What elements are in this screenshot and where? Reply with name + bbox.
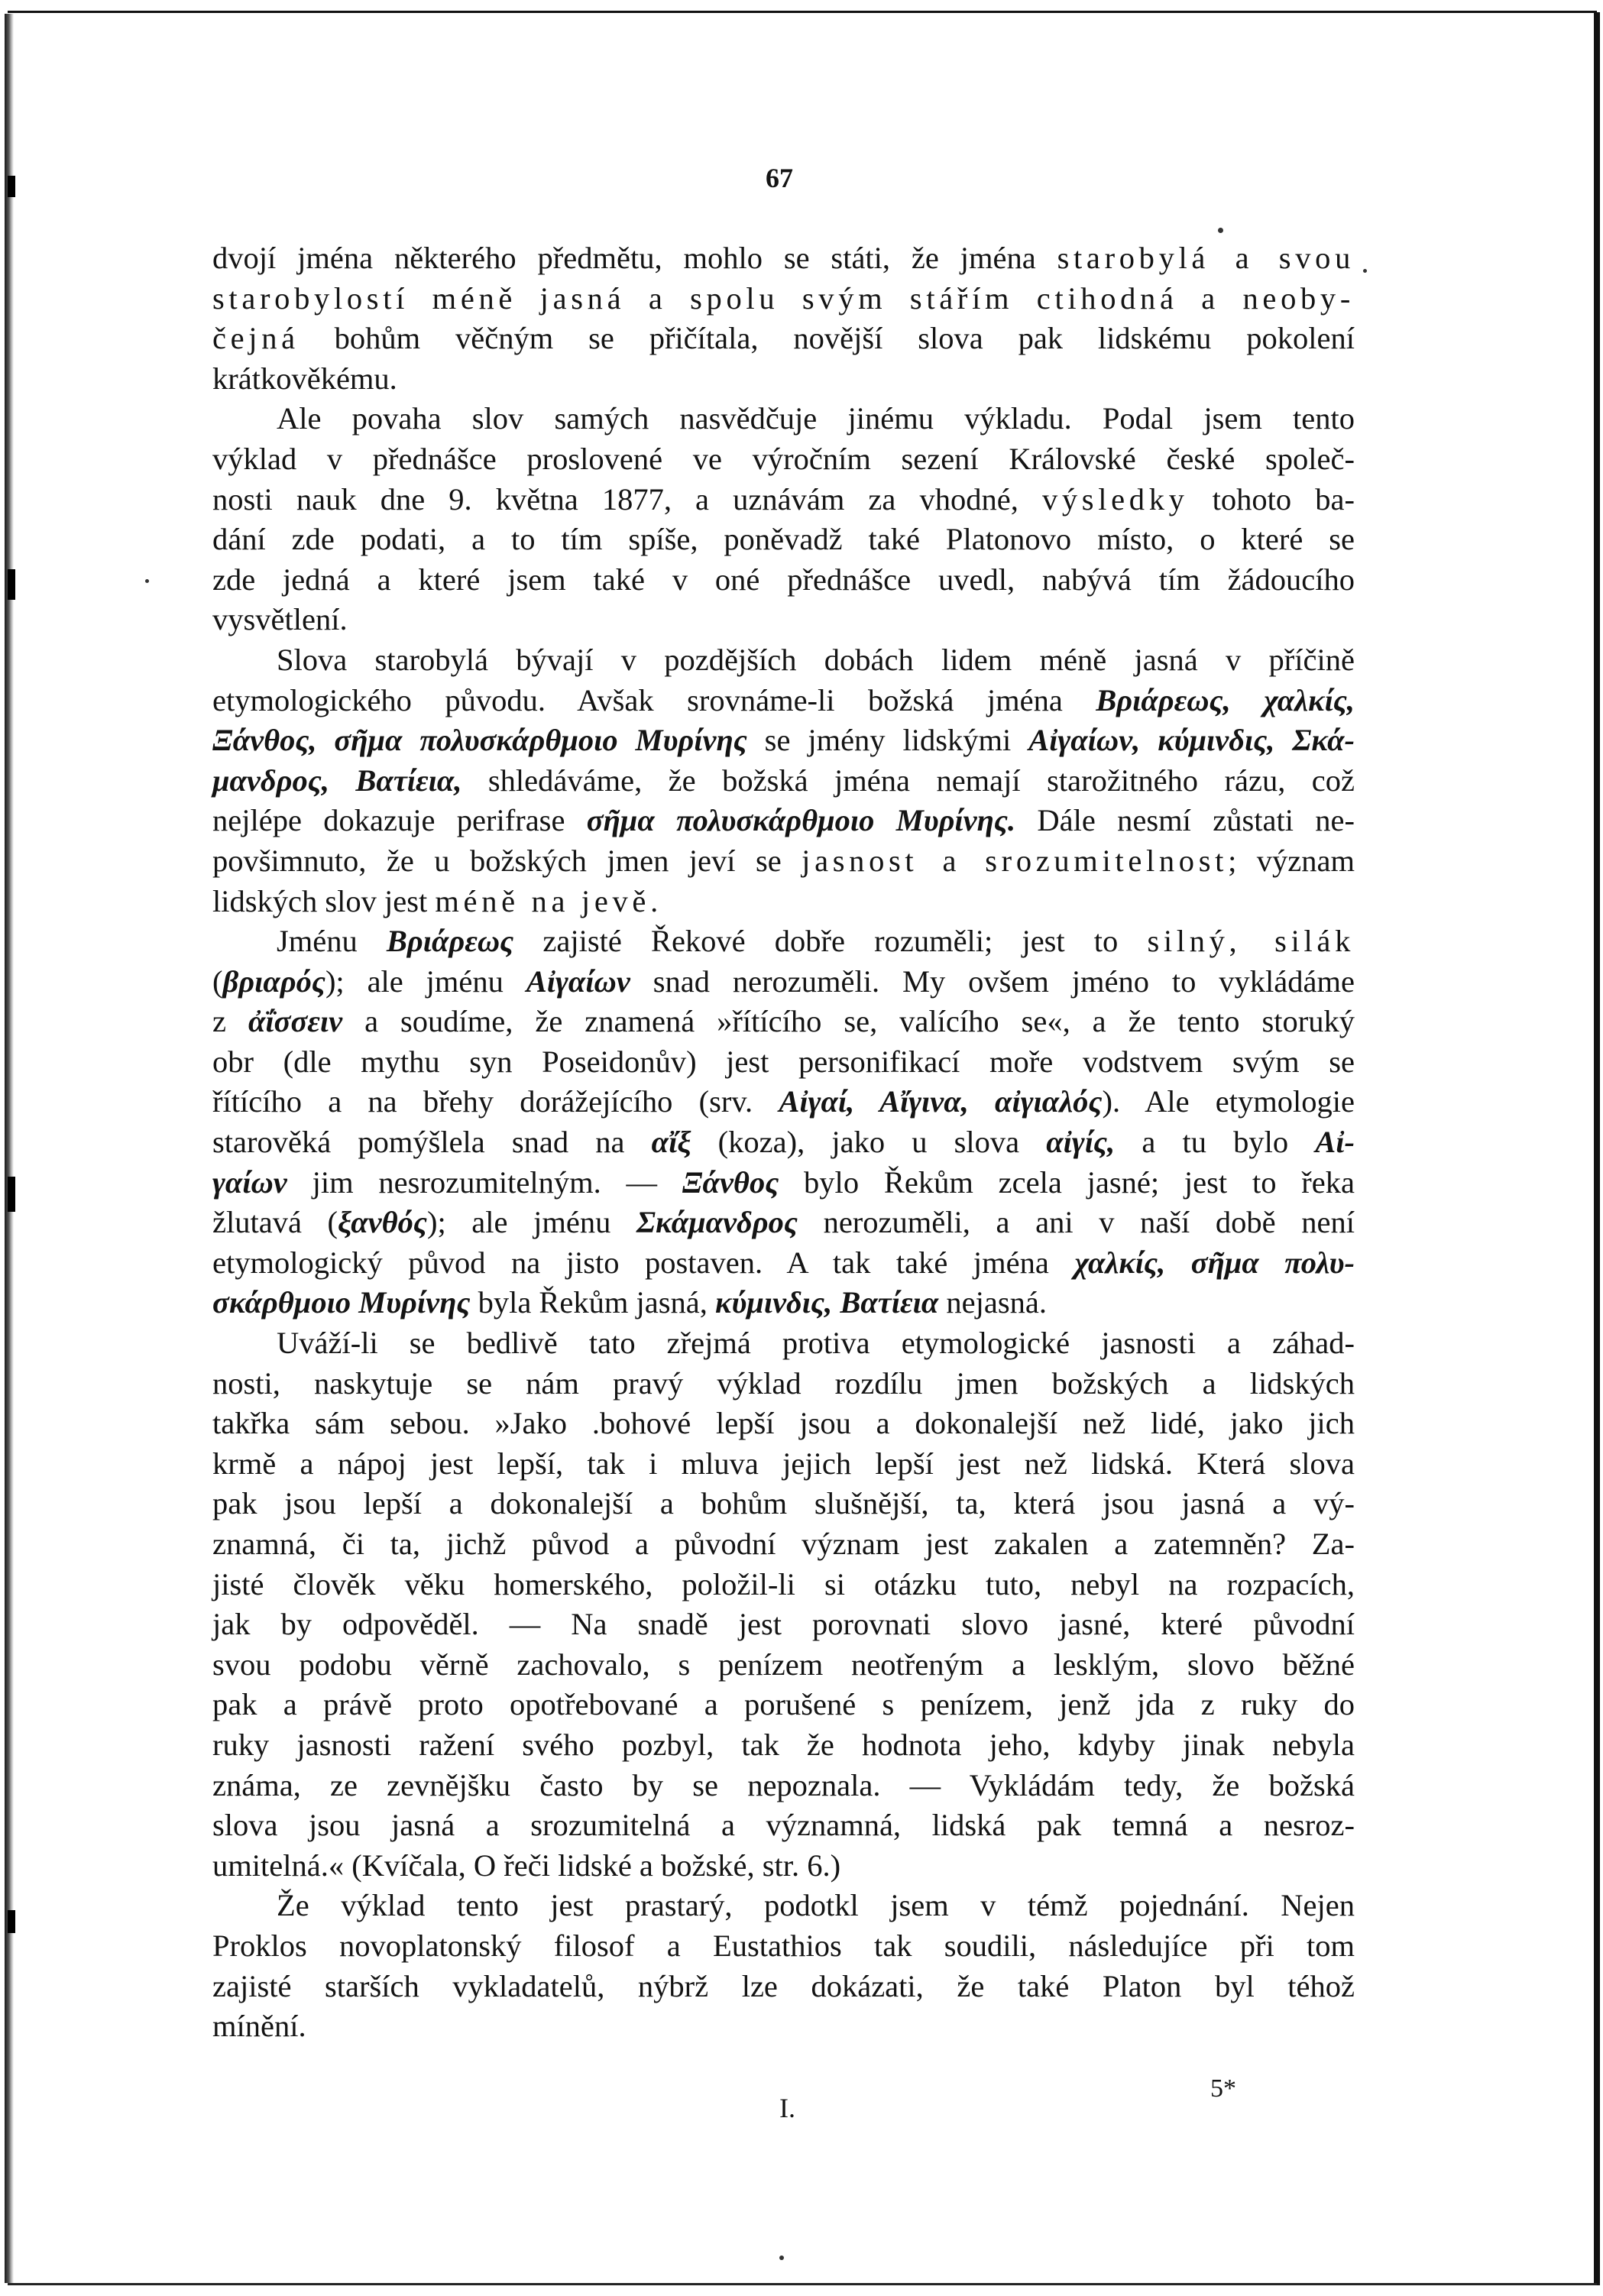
text-run: mínění. (212, 2009, 306, 2044)
text-run: (koza), jako u slova (691, 1125, 1047, 1160)
text-line (212, 1444, 1355, 1485)
text-line (212, 1766, 1355, 1806)
text-run: dání zde podati, a to tím spíše, poněvadž také Platonovo místo, o které se (212, 522, 1355, 557)
text-run: slova jsou jasná a srozumitelná a významná, lidská pak temná a nesroz- (212, 1808, 1355, 1843)
scan-border-top (8, 11, 1597, 13)
text-run: nejasná. (938, 1285, 1047, 1320)
text-run: bylo Řekům zcela jasné; jest to řeka (779, 1164, 1355, 1200)
text-line (212, 1565, 1355, 1605)
greek-term: Ξάνθος, σῆμα πολυσκάρθμοιο Μυρίνης (212, 723, 747, 758)
text-run: pak a právě proto opotřebované a porušené s penízem, jenž jda z ruky do (212, 1687, 1355, 1722)
text-line (212, 359, 1355, 400)
text-run: jak by odpověděl. — Na snadě jest porovnati slovo jasné, které původní (212, 1607, 1355, 1642)
spaced-emphasis: výsledky (1041, 481, 1189, 517)
text-run: jim nesrozumitelným. — (287, 1164, 682, 1200)
text-run: krmě a nápoj jest lepší, tak i mluva jejich lepší jest než lidská. Která slova (212, 1446, 1355, 1481)
text-run: Že výklad tento jest prastarý, podotkl jsem v témž pojednání. Nejen (277, 1888, 1355, 1923)
text-run: etymologický původ na jisto postaven. A tak také jména (212, 1245, 1075, 1280)
text-run: obr (dle mythu syn Poseidonův) jest personifikací moře vodstvem svým se (212, 1044, 1355, 1079)
body-text (212, 238, 1355, 2047)
spaced-emphasis: silný, silák (1147, 924, 1355, 959)
greek-term: γαίων (212, 1164, 287, 1200)
text-line (212, 1323, 1355, 1364)
spaced-emphasis: jasnost a srozumitelnost (802, 843, 1229, 878)
text-line (212, 1042, 1355, 1083)
text-line (212, 640, 1355, 681)
text-line (212, 600, 1355, 640)
text-line (212, 1605, 1355, 1645)
text-line (212, 1725, 1355, 1766)
greek-term: μανδρος, Βατίεια, (212, 763, 462, 798)
text-run: umitelná.« (Kvíčala, O řeči lidské a božské, str. 6.) (212, 1847, 841, 1883)
greek-term: αἴξ (651, 1125, 691, 1160)
text-run: vysvětlení. (212, 602, 348, 637)
text-line (212, 1163, 1355, 1203)
text-run: bohům věčným se přičítala, novější slova pak lidskému pokolení (299, 321, 1355, 356)
text-run: svou podobu věrně zachovalo, s penízem neotřeným a lesklým, slovo běžné (212, 1647, 1355, 1682)
text-line (212, 1685, 1355, 1725)
spaced-emphasis: starobylá a svou (1057, 241, 1355, 275)
page-number: 67 (766, 163, 793, 193)
text-line (212, 1203, 1355, 1243)
greek-term: σῆμα πολυσκάρθμοιο Μυρίνης. (586, 803, 1016, 838)
text-run: povšimnuto, že u božských jmen jeví se (212, 843, 802, 878)
text-run: etymologického původu. Avšak srovnáme-li božská jména (212, 682, 1096, 717)
text-line (212, 1967, 1355, 2007)
scan-border-right (1594, 12, 1600, 2285)
greek-term: Βριάρεως, χαλκίς, (1096, 682, 1355, 717)
text-line (212, 1243, 1355, 1284)
text-line (212, 279, 1355, 319)
text-line (212, 761, 1355, 801)
spaced-emphasis: čejná (212, 321, 300, 356)
speck (1218, 228, 1223, 233)
greek-term: σκάρθμοιο Μυρίνης (212, 1285, 471, 1320)
greek-term: αἰγίς, (1046, 1125, 1116, 1160)
text-run: ); ale jménu (426, 1205, 636, 1240)
text-run: zajisté starších vykladatelů, nýbrž lze dokázati, že také Platon byl téhož (212, 1968, 1355, 2003)
greek-term: Αἰ- (1315, 1125, 1355, 1160)
text-line (212, 882, 1355, 922)
text-run: dvojí jména některého předmětu, mohlo se státi, že jména (212, 241, 1057, 275)
greek-term: Αἰγαίων, κύμινδις, Σκά- (1028, 723, 1355, 758)
text-run: řítícího a na břehy dorážejícího (srv. (212, 1084, 779, 1119)
text-line (212, 1484, 1355, 1524)
text-run: pak jsou lepší a dokonalejší a bohům slušnější, ta, která jsou jasná a vý- (212, 1486, 1355, 1521)
text-run: Jménu (277, 924, 387, 959)
text-line (212, 399, 1355, 439)
greek-term: Αἰγαί, Αἴγινα, αἰγιαλός (779, 1084, 1103, 1119)
text-line (212, 2006, 1355, 2047)
greek-term: ξανθός (338, 1205, 427, 1240)
text-line (212, 921, 1355, 962)
greek-term: ἀΐσσειν (248, 1004, 343, 1039)
text-line (212, 1886, 1355, 1926)
text-run: ( (212, 963, 223, 999)
text-run: byla Řekům jasná, (470, 1285, 715, 1320)
signature-mark-left: I. (779, 2093, 795, 2123)
speck (779, 2256, 784, 2260)
text-run: snad nerozuměli. My ovšem jméno to vykládáme (630, 963, 1355, 999)
scan-border-bottom (8, 2283, 1597, 2285)
signature-mark-right: 5* (1210, 2074, 1236, 2103)
text-line (212, 1645, 1355, 1686)
text-run: jisté člověk věku homerského, položil-li si otázku tuto, nebyl na rozpacích, (212, 1566, 1355, 1601)
speck (1363, 269, 1367, 273)
text-line (212, 801, 1355, 841)
scan-binding-edge (5, 14, 14, 2283)
text-run: nosti, naskytuje se nám pravý výklad rozdílu jmen božských a lidských (212, 1365, 1355, 1401)
text-run: ruky jasnosti ražení svého pozbyl, tak že hodnota jeho, kdyby jinak nebyla (212, 1727, 1355, 1762)
text-run: výklad v přednášce proslovené ve výročním sezení Královské české společ- (212, 441, 1355, 476)
greek-term: βριαρός (222, 963, 325, 999)
text-run: . (650, 883, 659, 918)
text-line (212, 1404, 1355, 1444)
text-run: takřka sám sebou. »Jako .bohové lepší jsou a dokonalejší než lidé, jako jich (212, 1406, 1355, 1441)
text-run: krátkověkému. (212, 361, 397, 396)
text-run: a tu bylo (1115, 1125, 1316, 1160)
text-run: žlutavá ( (212, 1205, 338, 1240)
text-line (212, 480, 1355, 520)
text-run: Ale povaha slov samých nasvědčuje jinému výkladu. Podal jsem tento (277, 401, 1355, 436)
text-run: lidských slov jest (212, 883, 436, 918)
text-run: starověká pomýšlela snad na (212, 1125, 652, 1160)
text-run: známa, ze zevnějšku často by se nepoznala. — Vykládám tedy, že božská (212, 1767, 1355, 1802)
text-line (212, 1364, 1355, 1404)
scan-mark (8, 569, 15, 600)
text-line (212, 1082, 1355, 1122)
text-line (212, 1805, 1355, 1846)
text-line (212, 1002, 1355, 1042)
greek-term: κύμινδις, Βατίεια (715, 1285, 939, 1320)
text-line (212, 520, 1355, 560)
text-run: nerozuměli, a ani v naší době není (797, 1205, 1355, 1240)
scan-mark (8, 1910, 15, 1933)
text-run: nejlépe dokazuje perifrase (212, 803, 587, 838)
spaced-emphasis: méně na jevě (435, 883, 651, 918)
text-run: z (212, 1004, 248, 1039)
text-run: zajisté Řekové dobře rozuměli; jest to (513, 924, 1148, 959)
greek-term: Σκάμανδρος (636, 1205, 798, 1240)
greek-term: Βριάρεως (386, 924, 514, 959)
scan-mark (8, 176, 15, 197)
text-line (212, 962, 1355, 1002)
text-run: Proklos novoplatonský filosof a Eustathios tak soudili, následujíce při tom (212, 1928, 1355, 1963)
text-line (212, 721, 1355, 761)
text-line (212, 1846, 1355, 1886)
text-run: nosti nauk dne 9. května 1877, a uznávám za vhodné, (212, 481, 1042, 517)
greek-term: Ξάνθος (682, 1164, 779, 1200)
speck (145, 579, 149, 583)
text-line (212, 1524, 1355, 1565)
text-line (212, 1283, 1355, 1323)
text-line (212, 681, 1355, 721)
text-run: Uváží-li se bedlivě tato zřejmá protiva etymologické jasnosti a záhad- (277, 1326, 1355, 1361)
text-line (212, 319, 1355, 359)
text-run: Dále nesmí zůstati ne- (1015, 803, 1355, 838)
text-run: ; význam (1228, 843, 1355, 878)
text-run: shledáváme, že božská jména nemají starožitného rázu, což (461, 763, 1355, 798)
text-line (212, 1926, 1355, 1967)
text-line (212, 1122, 1355, 1163)
text-run: a soudíme, že znamená »řítícího se, valícího se«, a že tento storuký (342, 1004, 1355, 1039)
text-run: Slova starobylá bývají v pozdějších dobách lidem méně jasná v příčině (277, 642, 1355, 677)
spaced-emphasis: starobylostí méně jasná a spolu svým stářím ctihodná a neoby- (212, 280, 1355, 316)
text-run: ); ale jménu (325, 963, 526, 999)
greek-term: Αἰγαίων (526, 963, 630, 999)
scan-mark (8, 1177, 15, 1212)
text-run: tohoto ba- (1188, 481, 1355, 517)
greek-term: χαλκίς, σῆμα πολυ- (1074, 1245, 1355, 1280)
text-line (212, 238, 1355, 279)
text-line (212, 841, 1355, 882)
text-run: znamná, či ta, jichž původ a původní význam jest zakalen a zatemněn? Za- (212, 1527, 1355, 1561)
text-run: ). Ale etymologie (1102, 1084, 1355, 1119)
text-run: se jmény lidskými (746, 723, 1029, 758)
text-run: zde jedná a které jsem také v oné přednášce uvedl, nabývá tím žádoucího (212, 562, 1355, 597)
text-line (212, 560, 1355, 601)
text-line (212, 439, 1355, 480)
